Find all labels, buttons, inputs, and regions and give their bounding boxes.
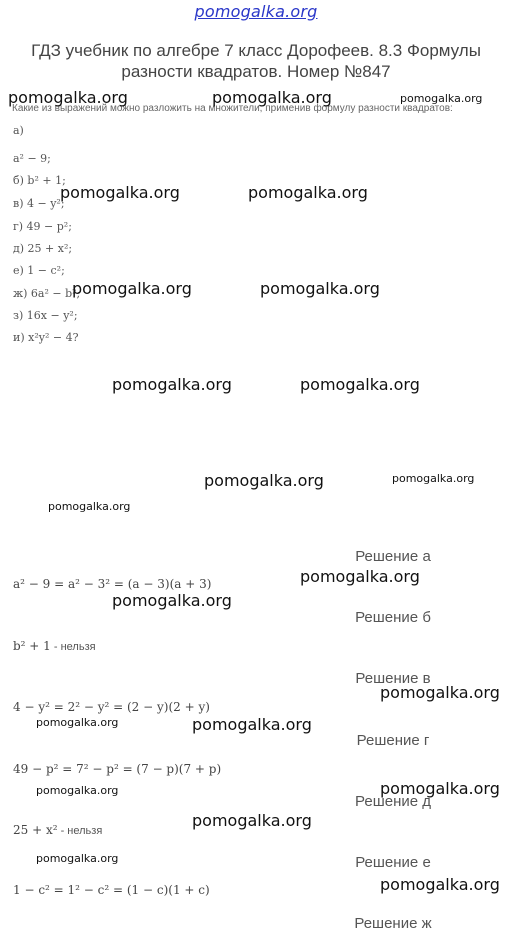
task-item: д) 25 + x²;	[13, 242, 73, 255]
watermark: pomogalka.org	[192, 715, 312, 734]
watermark: pomogalka.org	[72, 279, 192, 298]
watermark: pomogalka.org	[48, 500, 131, 513]
watermark: pomogalka.org	[300, 375, 420, 394]
watermark: pomogalka.org	[60, 183, 180, 202]
watermark: pomogalka.org	[380, 779, 500, 798]
solution-text: 49 − p² = 7² − p² = (7 − p)(7 + p)	[13, 762, 222, 776]
solution-text: 4 − y² = 2² − y² = (2 − y)(2 + y)	[13, 700, 210, 714]
watermark: pomogalka.org	[204, 471, 324, 490]
solution-text: 25 + x² - нельзя	[13, 823, 103, 837]
solution-text: 1 − c² = 1² − c² = (1 − c)(1 + c)	[13, 883, 210, 897]
task-item: б) b² + 1;	[13, 174, 66, 187]
task-item: в) 4 − y²;	[13, 197, 65, 210]
watermark: pomogalka.org	[36, 852, 119, 865]
task-item: а)	[13, 124, 24, 137]
watermark: pomogalka.org	[36, 716, 119, 729]
watermark: pomogalka.org	[400, 92, 483, 105]
solution-heading: Решение а	[355, 548, 431, 565]
watermark: pomogalka.org	[300, 567, 420, 586]
watermark: pomogalka.org	[380, 683, 500, 702]
solution-heading: Решение д	[355, 793, 431, 810]
task-item: ж) 6a² − b²;	[13, 287, 81, 300]
watermark: pomogalka.org	[260, 279, 380, 298]
solution-heading: Решение г	[356, 732, 430, 749]
solution-heading: Решение ж	[354, 915, 432, 932]
watermark: pomogalka.org	[212, 88, 332, 107]
solution-heading: Решение б	[355, 609, 431, 626]
solution-text: b² + 1 - нельзя	[13, 639, 96, 653]
task-item: г) 49 − p²;	[13, 220, 72, 233]
solution-heading: Решение е	[355, 854, 431, 871]
solution-heading: Решение в	[355, 670, 431, 687]
task-question: Какие из выражений можно разложить на множители, применив формулу разности квадратов:	[12, 103, 453, 114]
solution-text: a² − 9 = a² − 3² = (a − 3)(a + 3)	[13, 577, 212, 591]
site-link[interactable]: pomogalka.org	[194, 2, 318, 21]
watermark: pomogalka.org	[248, 183, 368, 202]
task-item: е) 1 − c²;	[13, 264, 65, 277]
watermark: pomogalka.org	[8, 88, 128, 107]
page-title: ГДЗ учебник по алгебре 7 класс Дорофеев. 8.3 Формулы разности квадратов. Номер №847	[31, 41, 481, 81]
watermark: pomogalka.org	[192, 811, 312, 830]
watermark: pomogalka.org	[392, 472, 475, 485]
task-item: и) x²y² − 4?	[13, 331, 79, 344]
watermark: pomogalka.org	[36, 784, 119, 797]
task-item: з) 16x − y²;	[13, 309, 78, 322]
watermark: pomogalka.org	[112, 591, 232, 610]
watermark: pomogalka.org	[112, 375, 232, 394]
task-item: a² − 9;	[13, 152, 51, 165]
watermark: pomogalka.org	[380, 875, 500, 894]
